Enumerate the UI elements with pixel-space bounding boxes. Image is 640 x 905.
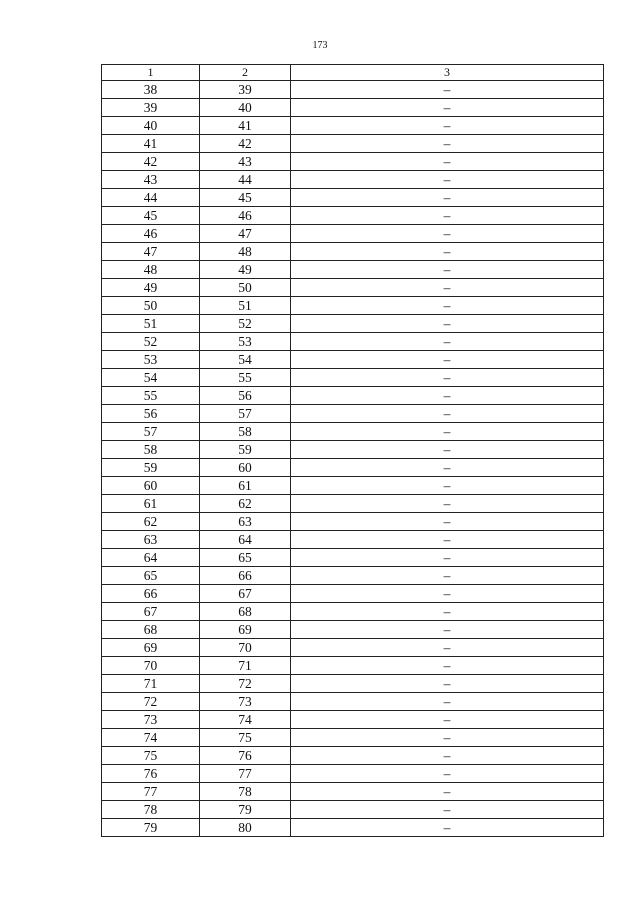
- table-cell-col-3: –: [291, 333, 604, 351]
- table-cell-col-3: –: [291, 81, 604, 99]
- table-cell-col-2: 46: [200, 207, 291, 225]
- table-row: [102, 531, 604, 549]
- table-cell-col-2: 66: [200, 567, 291, 585]
- table-cell-col-2: 52: [200, 315, 291, 333]
- table-cell-col-2: 73: [200, 693, 291, 711]
- table-row: [102, 369, 604, 387]
- table-row: [102, 675, 604, 693]
- table-row: [102, 333, 604, 351]
- table-cell-col-3: –: [291, 315, 604, 333]
- table-cell-col-1: 51: [102, 315, 200, 333]
- table-row: [102, 747, 604, 765]
- table-row: [102, 495, 604, 513]
- table-cell-col-3: –: [291, 477, 604, 495]
- table-cell-col-3: –: [291, 621, 604, 639]
- table-cell-col-2: 41: [200, 117, 291, 135]
- table-cell-col-1: 70: [102, 657, 200, 675]
- table-cell-col-1: 50: [102, 297, 200, 315]
- table-row: [102, 657, 604, 675]
- table-cell-col-1: 48: [102, 261, 200, 279]
- table-cell-col-2: 57: [200, 405, 291, 423]
- table-cell-col-3: –: [291, 693, 604, 711]
- table-cell-col-2: 70: [200, 639, 291, 657]
- table-row: [102, 621, 604, 639]
- page-number: 173: [312, 40, 328, 51]
- table-cell-col-2: 55: [200, 369, 291, 387]
- table-cell-col-3: –: [291, 567, 604, 585]
- table-cell-col-2: 69: [200, 621, 291, 639]
- table-row: [102, 207, 604, 225]
- table-cell-col-2: 54: [200, 351, 291, 369]
- table-cell-col-2: 49: [200, 261, 291, 279]
- table-cell-col-3: –: [291, 747, 604, 765]
- table-cell-col-2: 77: [200, 765, 291, 783]
- table-cell-col-1: 64: [102, 549, 200, 567]
- table-cell-col-3: –: [291, 351, 604, 369]
- table-cell-col-1: 79: [102, 819, 200, 837]
- table-row: [102, 819, 604, 837]
- table-row: [102, 297, 604, 315]
- table-cell-col-1: 39: [102, 99, 200, 117]
- table-cell-col-3: –: [291, 783, 604, 801]
- table-cell-col-3: –: [291, 549, 604, 567]
- table-cell-col-1: 72: [102, 693, 200, 711]
- table-cell-col-1: 78: [102, 801, 200, 819]
- table-cell-col-1: 69: [102, 639, 200, 657]
- table-cell-col-3: –: [291, 819, 604, 837]
- table-cell-col-1: 62: [102, 513, 200, 531]
- table-cell-col-2: 47: [200, 225, 291, 243]
- table-cell-col-3: –: [291, 801, 604, 819]
- table-row: [102, 585, 604, 603]
- table-cell-col-2: 56: [200, 387, 291, 405]
- table-cell-col-3: –: [291, 297, 604, 315]
- column-header-1: 1: [102, 65, 200, 81]
- table-cell-col-1: 58: [102, 441, 200, 459]
- table-row: [102, 99, 604, 117]
- table-cell-col-3: –: [291, 639, 604, 657]
- table-cell-col-1: 66: [102, 585, 200, 603]
- table-cell-col-3: –: [291, 513, 604, 531]
- table-cell-col-2: 68: [200, 603, 291, 621]
- table-cell-col-1: 43: [102, 171, 200, 189]
- table-row: [102, 459, 604, 477]
- table-cell-col-2: 78: [200, 783, 291, 801]
- table-cell-col-1: 56: [102, 405, 200, 423]
- table-row: [102, 315, 604, 333]
- table-cell-col-1: 73: [102, 711, 200, 729]
- data-table: [101, 64, 604, 837]
- table-row: [102, 729, 604, 747]
- table-cell-col-2: 76: [200, 747, 291, 765]
- table-cell-col-2: 45: [200, 189, 291, 207]
- table-cell-col-3: –: [291, 585, 604, 603]
- table-cell-col-2: 59: [200, 441, 291, 459]
- table-row: [102, 117, 604, 135]
- table-cell-col-2: 80: [200, 819, 291, 837]
- table-cell-col-1: 59: [102, 459, 200, 477]
- table-cell-col-3: –: [291, 153, 604, 171]
- table-row: [102, 243, 604, 261]
- table-row: [102, 225, 604, 243]
- table-cell-col-1: 40: [102, 117, 200, 135]
- table-cell-col-1: 54: [102, 369, 200, 387]
- table-cell-col-2: 64: [200, 531, 291, 549]
- table-cell-col-1: 60: [102, 477, 200, 495]
- table-row: [102, 477, 604, 495]
- table-cell-col-1: 76: [102, 765, 200, 783]
- table-cell-col-2: 72: [200, 675, 291, 693]
- table-cell-col-1: 63: [102, 531, 200, 549]
- table-row: [102, 441, 604, 459]
- table-header-row: [102, 65, 604, 81]
- table-cell-col-3: –: [291, 243, 604, 261]
- table-row: [102, 603, 604, 621]
- table-cell-col-3: –: [291, 207, 604, 225]
- column-header-3: 3: [291, 65, 604, 81]
- table-body: [102, 81, 604, 837]
- table-row: [102, 765, 604, 783]
- table-cell-col-1: 68: [102, 621, 200, 639]
- table-cell-col-3: –: [291, 495, 604, 513]
- table-cell-col-1: 49: [102, 279, 200, 297]
- table-cell-col-1: 46: [102, 225, 200, 243]
- table-cell-col-3: –: [291, 675, 604, 693]
- table-row: [102, 171, 604, 189]
- table-cell-col-1: 52: [102, 333, 200, 351]
- table-cell-col-2: 79: [200, 801, 291, 819]
- table-row: [102, 801, 604, 819]
- table-cell-col-3: –: [291, 531, 604, 549]
- table-cell-col-2: 71: [200, 657, 291, 675]
- column-header-2: 2: [200, 65, 291, 81]
- table-cell-col-3: –: [291, 117, 604, 135]
- table-row: [102, 189, 604, 207]
- table-cell-col-2: 63: [200, 513, 291, 531]
- table-cell-col-3: –: [291, 369, 604, 387]
- table-cell-col-3: –: [291, 603, 604, 621]
- table-row: [102, 279, 604, 297]
- table-row: [102, 513, 604, 531]
- table-row: [102, 639, 604, 657]
- table-cell-col-2: 39: [200, 81, 291, 99]
- table-cell-col-2: 40: [200, 99, 291, 117]
- table-cell-col-3: –: [291, 459, 604, 477]
- table-cell-col-2: 50: [200, 279, 291, 297]
- table-cell-col-1: 42: [102, 153, 200, 171]
- table-row: [102, 135, 604, 153]
- table-cell-col-3: –: [291, 189, 604, 207]
- table-cell-col-3: –: [291, 135, 604, 153]
- table-cell-col-3: –: [291, 765, 604, 783]
- table-cell-col-3: –: [291, 423, 604, 441]
- table-cell-col-1: 67: [102, 603, 200, 621]
- table-cell-col-2: 62: [200, 495, 291, 513]
- table-cell-col-1: 44: [102, 189, 200, 207]
- table-cell-col-3: –: [291, 279, 604, 297]
- table-row: [102, 351, 604, 369]
- table-cell-col-1: 53: [102, 351, 200, 369]
- table-cell-col-3: –: [291, 405, 604, 423]
- table-cell-col-1: 45: [102, 207, 200, 225]
- table-cell-col-2: 58: [200, 423, 291, 441]
- table-row: [102, 711, 604, 729]
- table-cell-col-3: –: [291, 261, 604, 279]
- table-cell-col-2: 43: [200, 153, 291, 171]
- table-cell-col-2: 42: [200, 135, 291, 153]
- table-row: [102, 783, 604, 801]
- table-row: [102, 693, 604, 711]
- table-row: [102, 81, 604, 99]
- table-row: [102, 261, 604, 279]
- table-cell-col-2: 53: [200, 333, 291, 351]
- table-cell-col-2: 61: [200, 477, 291, 495]
- table-cell-col-3: –: [291, 387, 604, 405]
- table-cell-col-1: 38: [102, 81, 200, 99]
- table-cell-col-1: 77: [102, 783, 200, 801]
- table-cell-col-3: –: [291, 99, 604, 117]
- table-cell-col-1: 71: [102, 675, 200, 693]
- table-cell-col-2: 51: [200, 297, 291, 315]
- table-cell-col-3: –: [291, 225, 604, 243]
- table-cell-col-1: 61: [102, 495, 200, 513]
- table-row: [102, 387, 604, 405]
- table-cell-col-1: 65: [102, 567, 200, 585]
- table-cell-col-2: 75: [200, 729, 291, 747]
- table-cell-col-2: 65: [200, 549, 291, 567]
- table-cell-col-1: 47: [102, 243, 200, 261]
- table-cell-col-3: –: [291, 657, 604, 675]
- table-cell-col-2: 48: [200, 243, 291, 261]
- table-cell-col-2: 44: [200, 171, 291, 189]
- table-row: [102, 405, 604, 423]
- table-cell-col-2: 67: [200, 585, 291, 603]
- table-cell-col-1: 74: [102, 729, 200, 747]
- table-cell-col-3: –: [291, 171, 604, 189]
- table-cell-col-2: 60: [200, 459, 291, 477]
- table-cell-col-1: 75: [102, 747, 200, 765]
- table-cell-col-1: 57: [102, 423, 200, 441]
- table-cell-col-3: –: [291, 729, 604, 747]
- table-row: [102, 423, 604, 441]
- table-row: [102, 549, 604, 567]
- table-cell-col-2: 74: [200, 711, 291, 729]
- table-cell-col-3: –: [291, 711, 604, 729]
- table-row: [102, 153, 604, 171]
- table-cell-col-1: 41: [102, 135, 200, 153]
- table-row: [102, 567, 604, 585]
- table-cell-col-3: –: [291, 441, 604, 459]
- table-cell-col-1: 55: [102, 387, 200, 405]
